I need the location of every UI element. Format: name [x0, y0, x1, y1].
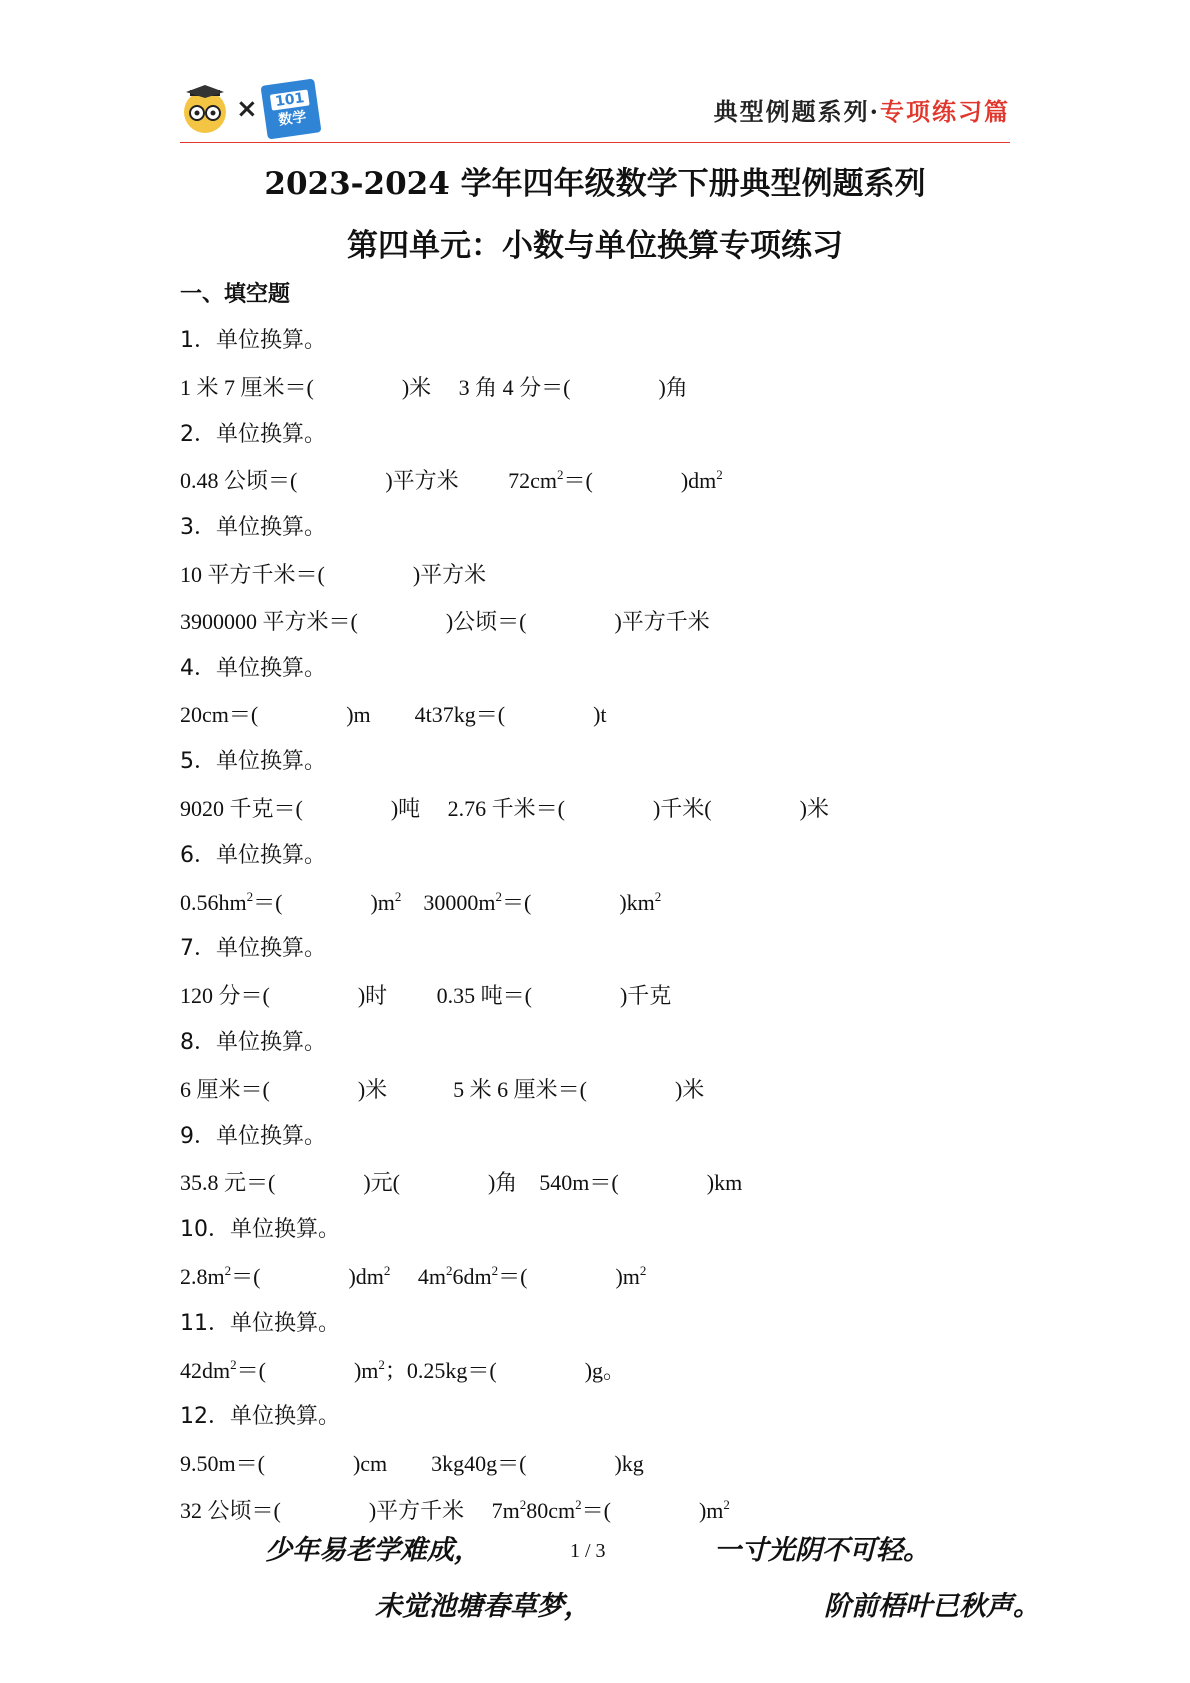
poem-line-1: 少年易老学难成， [265, 1535, 481, 1566]
question-blank-line: 1 米 7 厘米＝( )米 3 角 4 分＝( )角 [180, 374, 688, 400]
question-lines [180, 318, 1020, 1535]
question-stem: 3．单位换算。 [180, 515, 326, 541]
question-blank-line: $42dm^2=$( )$m^2$；0.25kg＝( )g。 [180, 1356, 626, 1383]
question-stem: 8．单位换算。 [180, 1029, 326, 1055]
question-stem: 12．单位换算。 [180, 1404, 340, 1430]
superscript: 2 [394, 888, 402, 904]
doc-title: 2023-2024 学年四年级数学下册典型例题系列 [264, 166, 926, 202]
question-blank-line: 9020 千克＝( )吨 2.76 千米＝( )千米( )米 [180, 795, 829, 821]
superscript: 2 [654, 888, 662, 904]
superscript: 2 [378, 1356, 385, 1372]
question-stem: 1．单位换算。 [180, 328, 326, 353]
superscript: 2 [246, 888, 254, 904]
owl-logo-icon [180, 84, 230, 134]
question-stem: 2．单位换算。 [180, 421, 326, 447]
page-number: 1 / 3 [570, 1540, 606, 1562]
question-blank-line: $2.8m^2=$( )$dm^2$ $4m^26dm^2=$( )$m^2$ [180, 1262, 647, 1289]
brand-logo-icon [260, 79, 321, 140]
superscript: 2 [446, 1262, 453, 1278]
poem-line-2: 一寸光阴不可轻。 [714, 1535, 930, 1566]
page-header [180, 78, 1010, 144]
question-blank-line: 0.48 公顷＝( )平方米 $72cm^2=$( )$dm^2$ [180, 467, 723, 494]
superscript: 2 [723, 1496, 730, 1512]
series-label [714, 92, 1010, 127]
question-blank-line: 32 公顷＝( )平方千米 $7m^280cm^2=$( )$m^2$ [180, 1496, 730, 1523]
poem-line-3: 未觉池塘春草梦， [375, 1591, 591, 1622]
question-blank-line: 120 分＝( )时 0.35 吨＝( )千克 [180, 983, 672, 1009]
question-stem: 9．单位换算。 [180, 1123, 326, 1149]
question-stem: 4．单位换算。 [180, 655, 326, 681]
logo-group [180, 82, 318, 136]
brand-logo-top: 101 [270, 89, 309, 110]
superscript: 2 [495, 888, 503, 904]
question-list [180, 272, 1020, 1535]
header-divider [180, 142, 1010, 143]
question-stem: 6．单位换算。 [180, 842, 326, 868]
brand-logo-bottom: 数学 [277, 108, 308, 129]
question-blank-line: 9.50m＝( )cm 3kg40g＝( )kg [180, 1451, 644, 1477]
question-stem: 11．单位换算。 [180, 1310, 340, 1336]
question-blank-line: 35.8 元＝( )元( )角 540m＝( )km [180, 1170, 743, 1196]
superscript: 2 [383, 1262, 391, 1278]
superscript: 2 [519, 1496, 527, 1512]
superscript: 2 [224, 1262, 232, 1278]
section-heading: 一、填空题 [180, 282, 291, 307]
series-right: 专项练习篇 [880, 97, 1010, 126]
superscript: 2 [639, 1262, 647, 1278]
question-stem: 5．单位换算。 [180, 749, 326, 775]
poem-line-4: 阶前梧叶已秋声。 [824, 1591, 1040, 1622]
superscript: 2 [491, 1262, 499, 1278]
question-blank-line: 3900000 平方米＝( )公顷＝( )平方千米 [180, 608, 710, 634]
question-blank-line: $0.56hm^2=$( )$m^2$ $30000m^2=$( )$km^2$ [180, 888, 662, 915]
times-sign: × [236, 94, 258, 124]
doc-subtitle: 第四单元：小数与单位换算专项练习 [347, 228, 843, 264]
superscript: 2 [557, 467, 564, 483]
question-blank-line: 6 厘米＝( )米 5 米 6 厘米＝( )米 [180, 1076, 705, 1102]
series-left: 典型例题系列· [713, 97, 880, 126]
superscript: 2 [230, 1356, 237, 1372]
question-blank-line: 10 平方千米＝( )平方米 [180, 561, 487, 587]
superscript: 2 [575, 1496, 582, 1512]
question-stem: 10．单位换算。 [180, 1217, 340, 1243]
question-stem: 7．单位换算。 [180, 936, 326, 962]
superscript: 2 [716, 467, 723, 483]
question-blank-line: 20cm＝( )m 4t37kg＝( )t [180, 702, 607, 728]
